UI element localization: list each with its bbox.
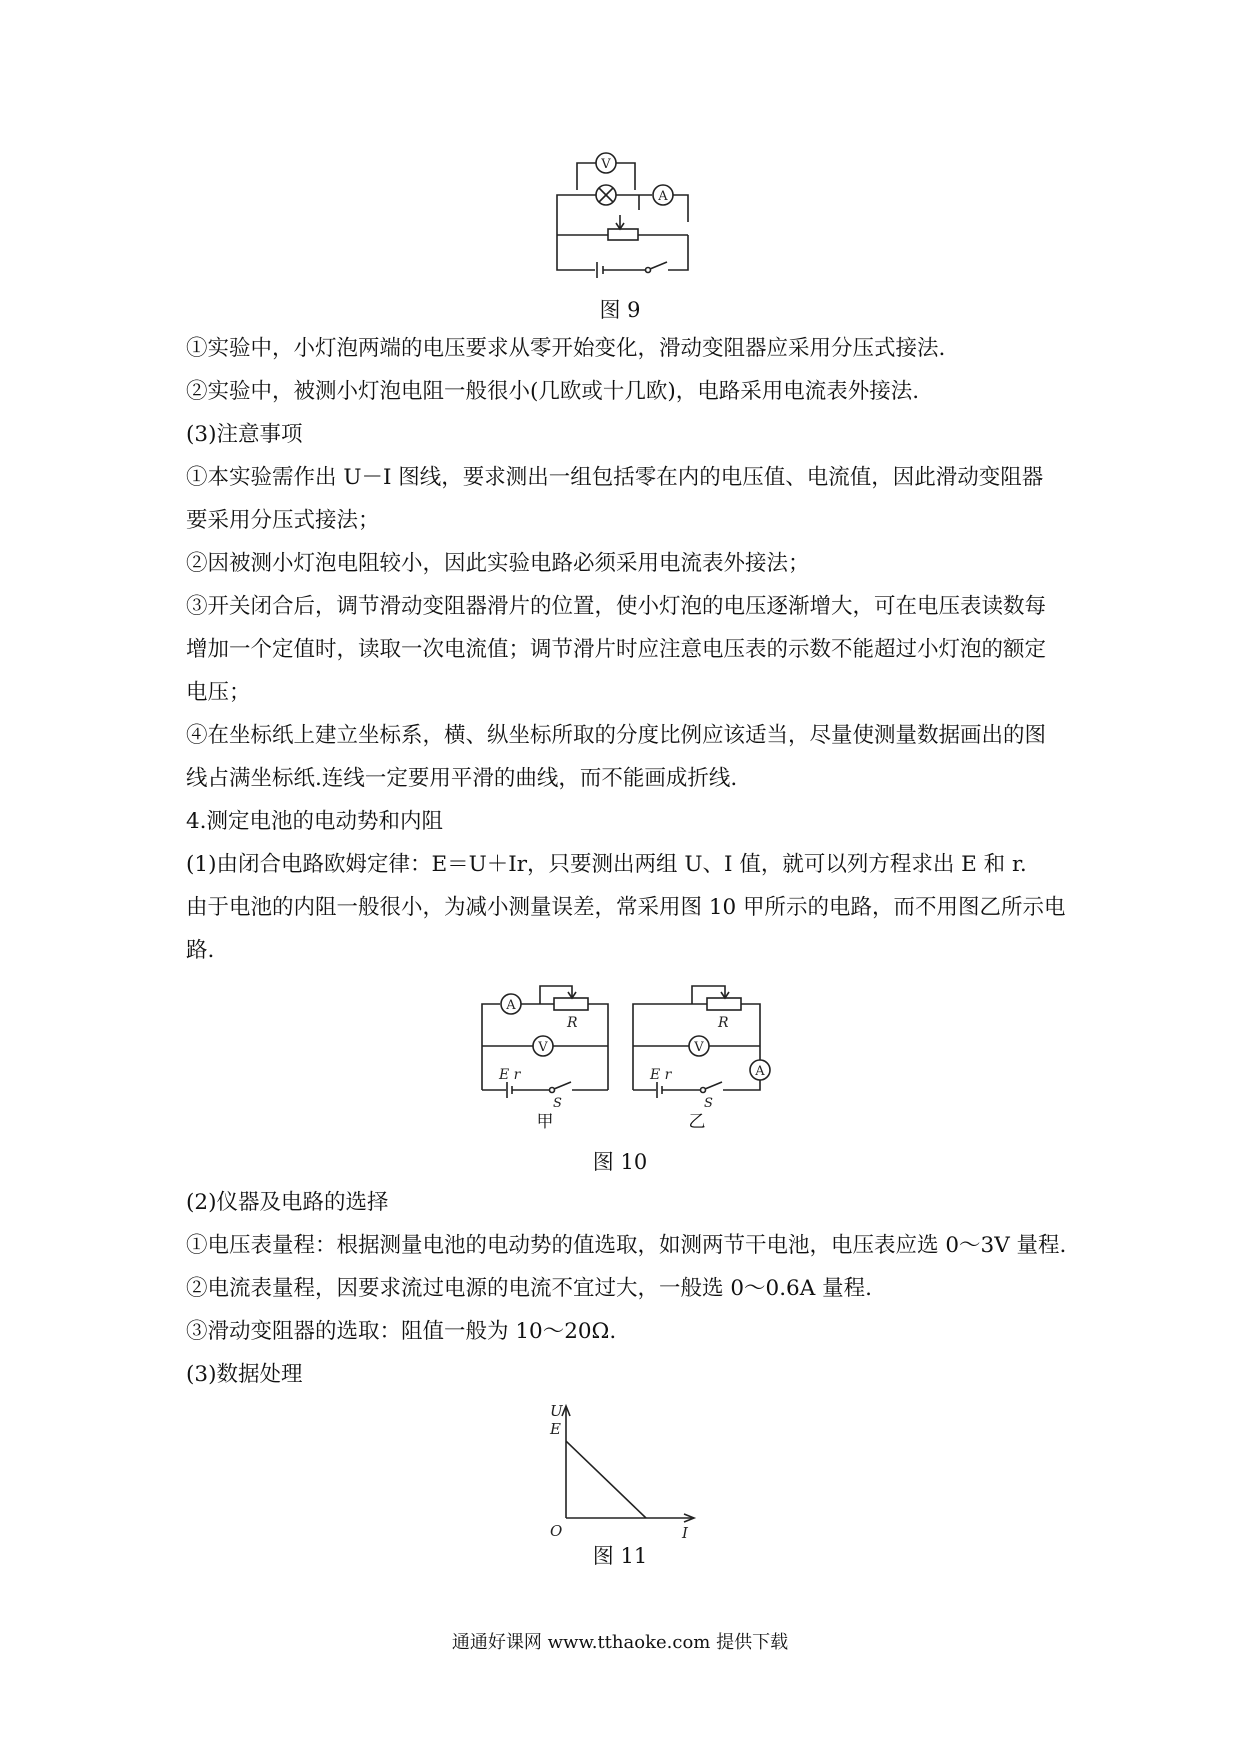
figure-11-chart <box>550 1402 750 1552</box>
paragraph-line: ④在坐标纸上建立坐标系，横、纵坐标所取的分度比例应该适当，尽量使测量数据画出的图 <box>186 723 1047 748</box>
paragraph-line: ①本实验需作出 U－I 图线，要求测出一组包括零在内的电压值、电流值，因此滑动变阻器 <box>186 465 1044 490</box>
paragraph-line: ③滑动变阻器的选取：阻值一般为 10～20Ω. <box>186 1319 617 1344</box>
circuit-yi <box>633 986 770 1111</box>
paragraph-line: ①实验中，小灯泡两端的电压要求从零开始变化，滑动变阻器应采用分压式接法. <box>186 336 946 361</box>
paragraph-line: ①电压表量程：根据测量电池的电动势的值选取，如测两节干电池，电压表应选 0～3V 量程. <box>186 1233 1067 1258</box>
yi-rheostat-icon <box>707 998 741 1010</box>
figure-10-caption: 图 10 <box>592 1150 648 1174</box>
paragraph-line: ②电流表量程，因要求流过电源的电流不宜过大，一般选 0～0.6A 量程. <box>186 1276 872 1301</box>
jia-source-label: E r <box>499 1067 521 1083</box>
yi-top-right-wire <box>741 1004 760 1060</box>
jia-ammeter-symbol: A <box>506 998 516 1013</box>
figure-9-caption: 图 9 <box>599 298 641 322</box>
circuit-jia <box>482 986 608 1111</box>
x-axis-label: I <box>682 1524 688 1542</box>
yi-source-label: E r <box>650 1067 672 1083</box>
jia-rheostat-icon <box>554 998 588 1010</box>
section-heading: (3)数据处理 <box>186 1362 303 1387</box>
jia-switch-label: S <box>553 1096 562 1111</box>
yi-ammeter-symbol: A <box>755 1064 765 1079</box>
paragraph-line: 线占满坐标纸.连线一定要用平滑的曲线，而不能画成折线. <box>186 766 738 791</box>
paragraph-line: 路. <box>186 938 215 963</box>
paragraph-line: 增加一个定值时，读取一次电流值；调节滑片时应注意电压表的示数不能超过小灯泡的额定 <box>186 637 1047 662</box>
y-axis-label: U <box>550 1402 563 1420</box>
voltmeter-symbol: V <box>601 157 611 172</box>
paragraph-line: (1)由闭合电路欧姆定律：E＝U＋Ir，只要测出两组 U、I 值，就可以列方程求出 E 和 r. <box>186 852 1027 877</box>
series-line <box>566 1441 646 1518</box>
yi-switch-blade <box>705 1082 722 1089</box>
intercept-label: E <box>550 1420 561 1438</box>
paragraph-line: 要采用分压式接法； <box>186 508 380 533</box>
figure-11-caption: 图 11 <box>592 1544 648 1568</box>
jia-top-right-wire <box>588 1004 608 1090</box>
paragraph-line: ②实验中，被测小灯泡电阻一般很小(几欧或十几欧)，电路采用电流表外接法. <box>186 379 920 404</box>
jia-switch-blade <box>554 1082 571 1089</box>
jia-voltmeter-symbol: V <box>538 1040 548 1055</box>
yi-switch-label: S <box>704 1096 713 1111</box>
figure-10-left-label: 甲 <box>536 1112 554 1132</box>
ammeter-symbol: A <box>658 189 668 204</box>
section-heading: 4.测定电池的电动势和内阻 <box>186 809 444 834</box>
paragraph-line: ③开关闭合后，调节滑动变阻器滑片的位置，使小灯泡的电压逐渐增大，可在电压表读数每 <box>186 594 1047 619</box>
jia-resistor-label: R <box>567 1015 578 1031</box>
yi-resistor-label: R <box>718 1015 729 1031</box>
yi-bottom-right-wire <box>723 1080 760 1090</box>
paragraph-line: ②因被测小灯泡电阻较小，因此实验电路必须采用电流表外接法； <box>186 551 810 576</box>
jia-top-left-wire <box>482 1004 500 1090</box>
page-footer: 通通好课网 www.tthaoke.com 提供下载 <box>451 1632 789 1653</box>
yi-voltmeter-symbol: V <box>694 1040 704 1055</box>
figure-10-right-label: 乙 <box>688 1112 706 1132</box>
paragraph-line: 电压； <box>186 680 251 705</box>
origin-label: O <box>550 1522 563 1540</box>
section-heading: (3)注意事项 <box>186 422 303 447</box>
section-heading: (2)仪器及电路的选择 <box>186 1190 389 1215</box>
paragraph-line: 由于电池的内阻一般很小，为减小测量误差，常采用图 10 甲所示的电路，而不用图乙所示电 <box>186 895 1066 920</box>
